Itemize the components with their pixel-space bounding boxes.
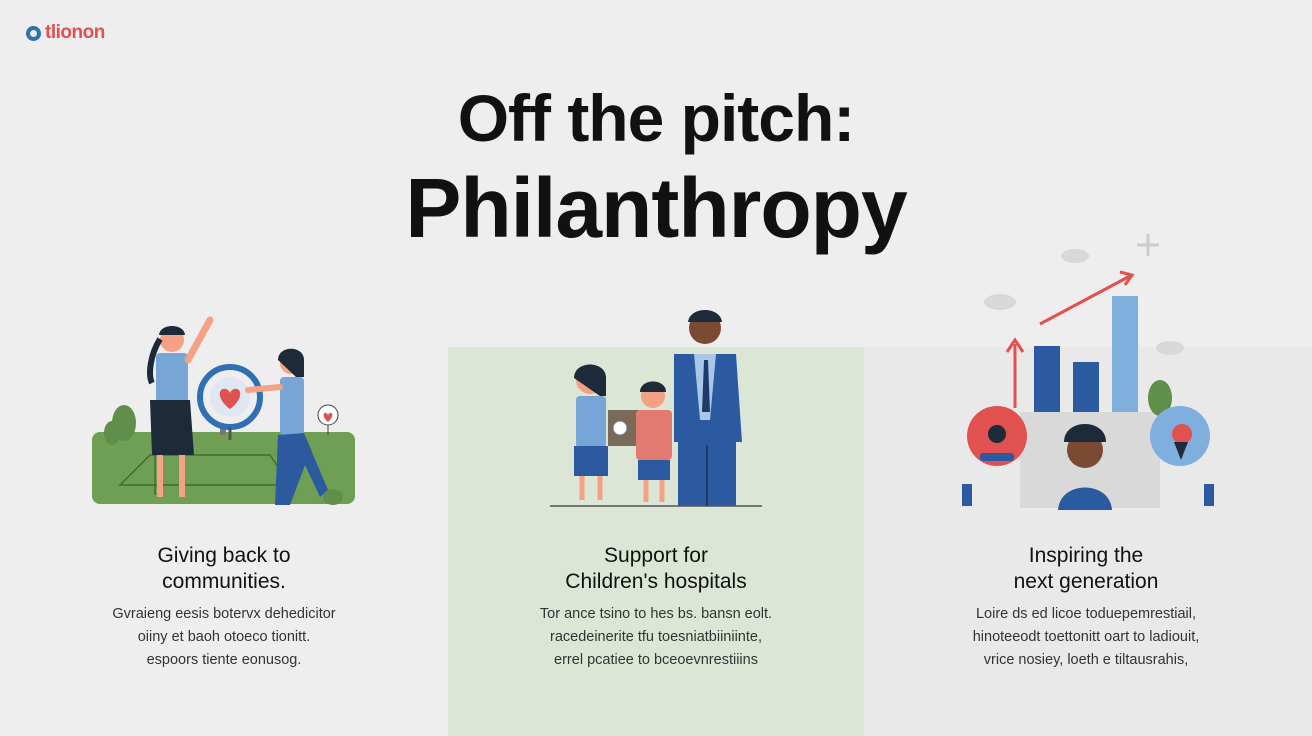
column-description: Gvraieng eesis botervx dehedicitor oiiny et baoh otoeco tionitt. espoors tiente eonusog. xyxy=(112,606,336,668)
column-description: Loire ds ed licoe toduepemrestiail, hinoteeodt toettonitt oart to ladiouit, vrice nosiey, loeth e tiltausrahis, xyxy=(972,606,1200,668)
page-title-line2: Philanthropy xyxy=(405,161,907,255)
column-description: Tor ance tsino to hes bs. bansn eolt. racedeinerite tfu toesniatbiiniinte, errel pcatiee to bceoevnrestiiins xyxy=(539,606,773,668)
growth-illustration xyxy=(960,228,1220,510)
family-illustration xyxy=(548,300,768,510)
brand-logo[interactable] xyxy=(26,22,105,44)
community-illustration xyxy=(90,305,360,510)
column-heading: Giving back to communities. xyxy=(157,544,291,593)
page-title-line1: Off the pitch: xyxy=(457,81,855,155)
logo-text: tlionon xyxy=(45,22,105,43)
column-heading: Support for Children's hospitals xyxy=(565,544,747,593)
column-heading: Inspiring the next generation xyxy=(1013,544,1159,593)
logo-mark-icon xyxy=(26,26,41,41)
